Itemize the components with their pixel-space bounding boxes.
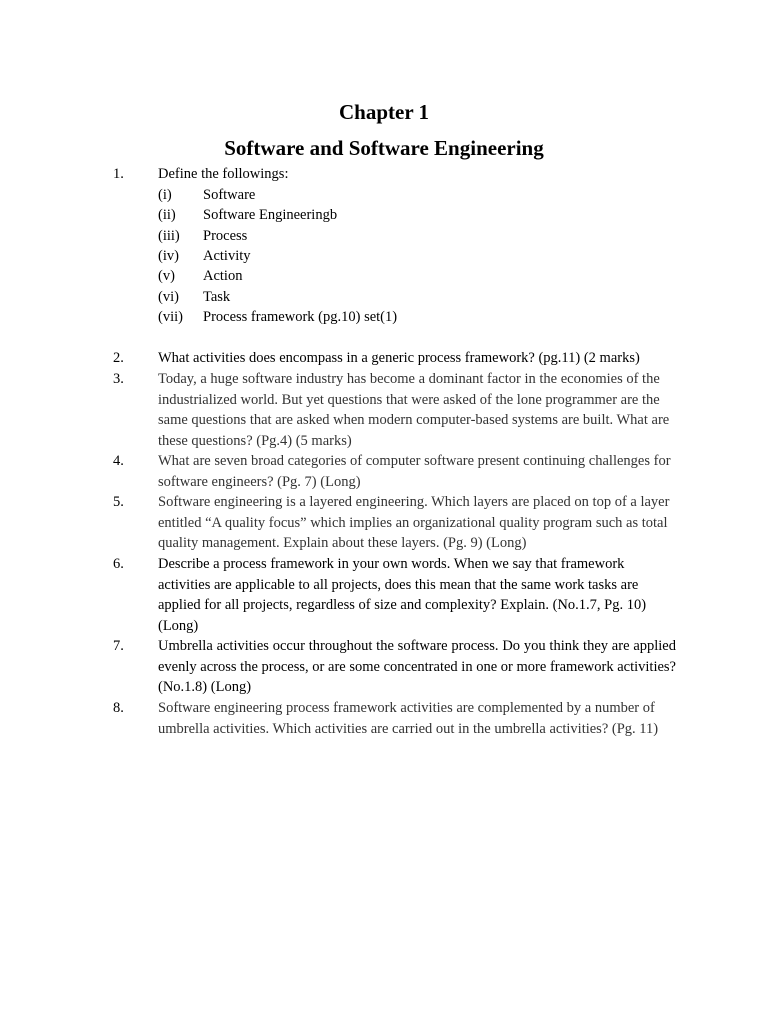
question-number: 6.: [113, 556, 124, 572]
sub-item-numeral: (v): [158, 268, 175, 284]
sub-item-text: Action: [203, 268, 243, 284]
chapter-title: Chapter 1: [338, 100, 430, 124]
question-text: Software engineering is a layered engineering. Which layers are placed on top of a layer entitled “A quality focus” which implies an organizational quality program such as total quality management. Explain about these layers. (Pg. 9) (Long): [158, 494, 670, 552]
sub-item-numeral: (ii): [158, 207, 176, 223]
question-text: Umbrella activities occur throughout the software process. Do you think they are applied evenly across the process, or are some concentrated in one or more framework activities? (No.1.8) (Long): [158, 638, 676, 696]
question-number: 2.: [113, 350, 124, 366]
sub-item-numeral: (vi): [158, 289, 179, 305]
sub-item-numeral: (i): [158, 187, 172, 203]
chapter-subtitle: Software and Software Engineering: [224, 136, 544, 160]
question-text: What activities does encompass in a generic process framework? (pg.11) (2 marks): [158, 350, 640, 366]
sub-item-text: Process: [203, 228, 248, 244]
question-number: 7.: [113, 638, 124, 654]
question-number: 1.: [113, 166, 124, 182]
question-text: Software engineering process framework activities are complemented by a number of umbrella activities. Which activities are carried out in the umbrella activities? (Pg. 11): [158, 700, 659, 737]
question-text: Describe a process framework in your own words. When we say that framework activities are applicable to all projects, does this mean that the same work tasks are applied for all projects, regardless of size and complexity? Explain. (No.1.7, Pg. 10) (Long): [158, 556, 647, 634]
question-text: What are seven broad categories of computer software present continuing challenges for software engineers? (Pg. 7) (Long): [158, 453, 671, 490]
sub-item-numeral: (iii): [158, 228, 180, 244]
question-number: 8.: [113, 700, 124, 716]
sub-item-numeral: (vii): [158, 309, 183, 325]
question-text: Today, a huge software industry has become a dominant factor in the economies of the industrialized world. But yet questions that were asked of the lone programmer are the same questions that are asked when modern computer-based systems are built. What are these questions? (Pg.4) (5 marks): [158, 371, 670, 449]
question-number: 3.: [113, 371, 124, 387]
sub-item-text: Activity: [203, 248, 251, 264]
sub-item-numeral: (iv): [158, 248, 179, 264]
question-number: 4.: [113, 453, 124, 469]
sub-item-text: Task: [203, 289, 231, 305]
question-text: Define the followings:: [158, 166, 289, 182]
sub-item-text: Software Engineeringb: [203, 207, 338, 223]
sub-item-text: Process framework (pg.10) set(1): [203, 309, 398, 325]
question-number: 5.: [113, 494, 124, 510]
sub-item-text: Software: [203, 187, 256, 203]
